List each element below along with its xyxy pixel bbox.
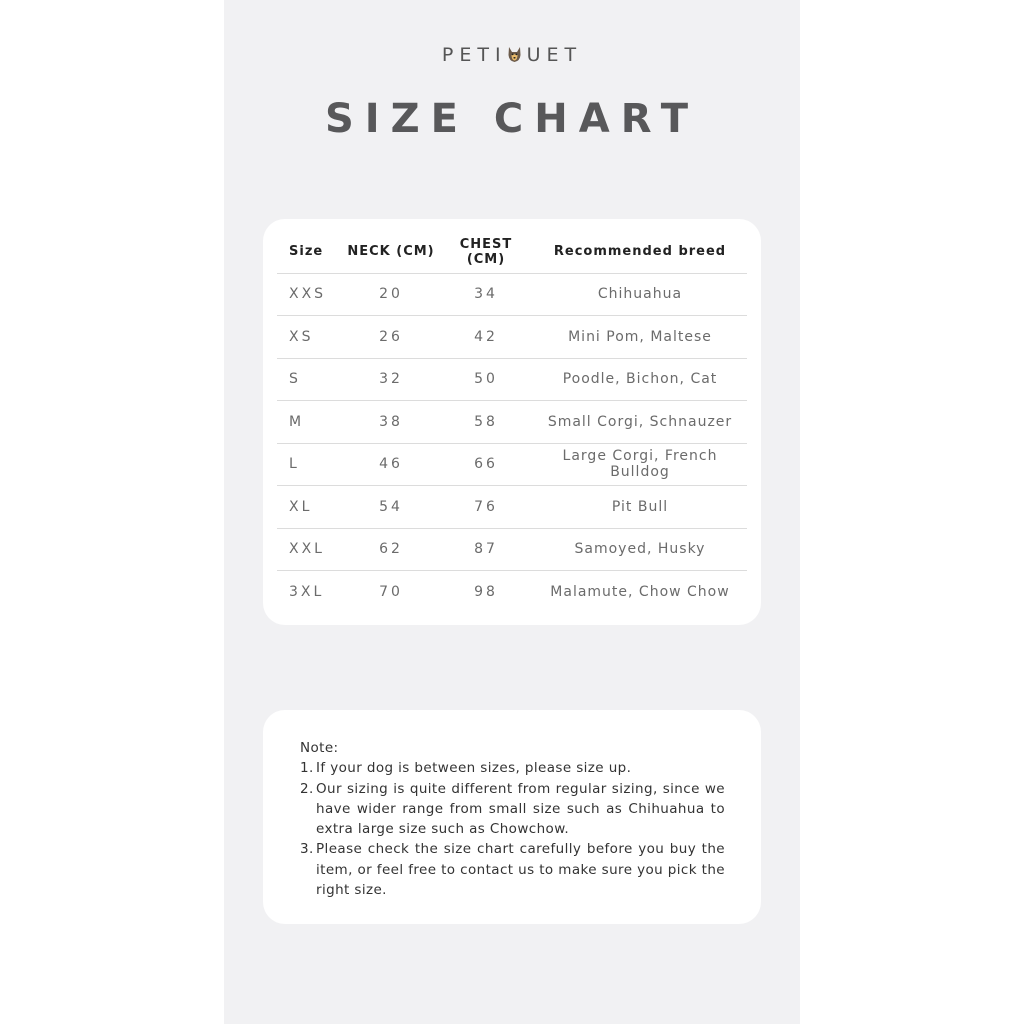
cell-breed: Mini Pom, Maltese [533,316,747,359]
brand-name-left: PETI [441,44,507,66]
cell-breed: Chihuahua [533,273,747,316]
cell-neck: 54 [343,486,439,529]
cell-chest: 50 [439,358,533,401]
table-row [277,486,747,529]
cell-size: S [277,358,343,401]
cell-chest: 34 [439,273,533,316]
brand-logo [224,44,800,66]
table-row [277,528,747,571]
cell-size: XS [277,316,343,359]
cell-neck: 62 [343,528,439,571]
table-header-row [277,231,747,273]
header-neck: NECK (CM) [343,231,439,273]
notes-card [263,710,761,924]
cell-chest: 87 [439,528,533,571]
cell-breed: Poodle, Bichon, Cat [533,358,747,401]
cell-breed: Malamute, Chow Chow [550,584,730,600]
dog-head-icon [507,46,522,63]
cell-chest: 76 [439,486,533,529]
notes-heading: Note: [300,740,339,756]
table-row [277,571,747,614]
table-row [277,273,747,316]
page-title: SIZE CHART [324,96,700,142]
notes-list [300,758,725,900]
cell-neck: 32 [343,358,439,401]
note-item [300,839,725,900]
header-chest: CHEST (CM) [439,231,533,273]
cell-size: XXS [277,273,343,316]
cell-size: M [277,401,343,444]
cell-breed: Small Corgi, Schnauzer [533,401,747,444]
table-row [277,358,747,401]
note-number: 3. [300,841,314,858]
cell-neck: 26 [343,316,439,359]
header-size: Size [277,231,343,273]
note-number: 1. [300,760,314,777]
cell-size: 3XL [289,584,325,600]
cell-chest: 58 [439,401,533,444]
cell-size: XXL [277,528,343,571]
size-table-card [263,219,761,625]
table-row [277,316,747,359]
note-number: 2. [300,780,314,797]
header-breed: Recommended breed [533,231,747,273]
cell-neck: 70 [379,584,403,600]
cell-chest: 98 [474,584,498,600]
cell-breed: Pit Bull [533,486,747,529]
cell-chest: 66 [439,443,533,486]
note-text: If your dog is between sizes, please size up. [316,760,632,777]
cell-size: XL [277,486,343,529]
cell-neck: 38 [343,401,439,444]
table-row [277,401,747,444]
cell-chest: 42 [439,316,533,359]
note-text: Our sizing is quite different from regular sizing, since we have wider range from small size such as Chihuahua to extra large size such as Chowchow. [316,780,725,838]
note-item [300,779,725,840]
size-table [277,231,747,613]
notes-block [300,738,725,900]
size-chart-panel [224,0,800,1024]
table-row [277,443,747,486]
cell-neck: 20 [343,273,439,316]
note-text: Please check the size chart carefully before you buy the item, or feel free to contact us to make sure you pick the right size. [316,841,725,899]
cell-neck: 46 [343,443,439,486]
cell-breed: Samoyed, Husky [533,528,747,571]
cell-breed: Large Corgi, French Bulldog [533,443,747,486]
brand-name-right: UET [526,44,583,66]
note-item [300,758,725,778]
cell-size: L [277,443,343,486]
